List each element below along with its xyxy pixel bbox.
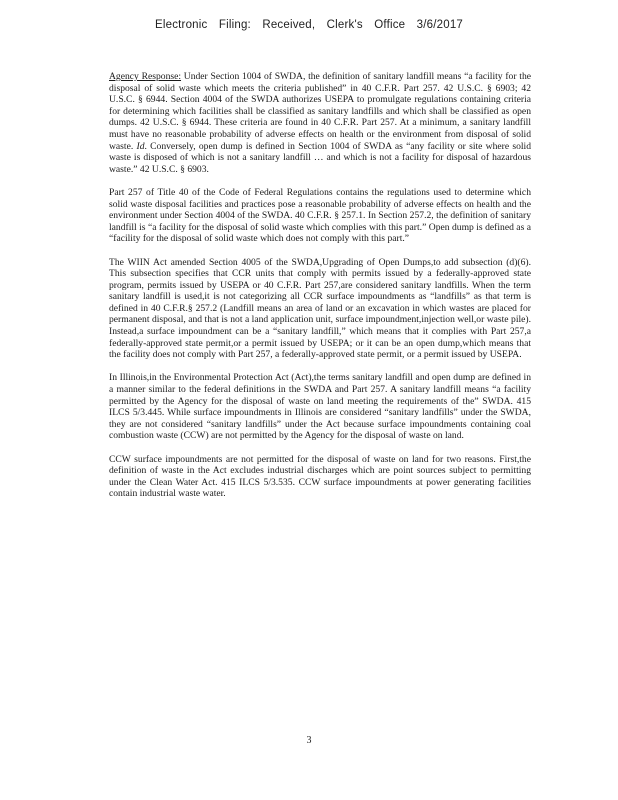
agency-response-label: Agency Response:	[109, 71, 182, 82]
document-body	[109, 71, 531, 512]
paragraph-illinois: In Illinois,in the Environmental Protection Act (Act),the terms sanitary landfill and open dump are defined in a manner similar to the federal definitions in the SWDA and Part 257. A sanitary landfill means “a facility permitted by the Agency for the disposal of waste on land meeting the requirements of the” SWDA. 415 ILCS 5/3.445. While surface impoundments in Illinois are considered “sanitary landfills” under the SWDA, they are not considered “sanitary landfills” under the Act because surface impoundments containing coal combustion waste (CCW) are not permitted by the Agency for the disposal of waste on land.	[109, 372, 531, 442]
paragraph-text: . Conversely, open dump is defined in Section 1004 of SWDA as “any facility or site where solid waste is disposed of which is not a sanitary landfill … and which is not a facility for disposal of hazardous waste.” 42 U.S.C. § 6903.	[109, 140, 532, 175]
paragraph-ccw-impoundments: CCW surface impoundments are not permitted for the disposal of waste on land for two reasons. First,the definition of waste in the Act excludes industrial discharges which are point sources subject to permitting under the Clean Water Act. 415 ILCS 5/3.535. CCW surface impoundments at power generating facilities contain industrial waste water.	[109, 453, 531, 500]
paragraph-agency-response	[109, 71, 531, 175]
page-number: 3	[306, 735, 312, 746]
paragraph-text: Under Section 1004 of SWDA, the definition of sanitary landfill means “a facility for the disposal of solid waste which meets the criteria published” in 40 C.F.R. Part 257. 42 U.S.C. § 6903; 42 U.S.C. § 6944. Section 4004 of the SWDA authorizes USEPA to promulgate regulations containing criteria for determining which facilities shall be classified as sanitary landfills and which shall be classified as open dumps. 42 U.S.C. § 6944. These criteria are found in 40 C.F.R. Part 257. At a minimum, a sanitary landfill must have no reasonable probability of adverse effects on health or the environment from disposal of solid waste.	[109, 71, 531, 152]
paragraph-part-257: Part 257 of Title 40 of the Code of Federal Regulations contains the regulations used to determine which solid waste disposal facilities and practices pose a reasonable probability of adverse effects on health and the environment under Section 4004 of the SWDA. 40 C.F.R. § 257.1. In Section 257.2, the definition of sanitary landfill is “a facility for the disposal of solid waste which complies with this part.” Open dump is defined as a “facility for the disposal of solid waste which does not comply with this part.”	[109, 186, 531, 245]
id-citation: Id	[136, 140, 145, 152]
filing-header: Electronic Filing: Received, Clerk's Office 3/6/2017	[154, 19, 464, 31]
paragraph-wiin-act: The WIIN Act amended Section 4005 of the SWDA,Upgrading of Open Dumps,to add subsection (d)(6). This subsection specifies that CCR units that comply with permits issued by a federally-approved state program, permits issued by USEPA or 40 C.F.R. Part 257,are considered sanitary landfills. When the term sanitary landfill is used,it is not categorizing all CCR surface impoundments as “landfills” as that term is defined in 40 C.F.R.§ 257.2 (Landfill means an area of land or an excavation in which wastes are placed for permanent disposal, and that is not a land application unit, surface impoundment,injection well,or waste pile). Instead,a surface impoundment can be a “sanitary landfill,” which means that it complies with Part 257,a federally-approved state permit,or a permit issued by USEPA; or it can be an open dump,which means that the facility does not comply with Part 257, a federally-approved state permit, or a permit issued by USEPA.	[109, 256, 531, 361]
